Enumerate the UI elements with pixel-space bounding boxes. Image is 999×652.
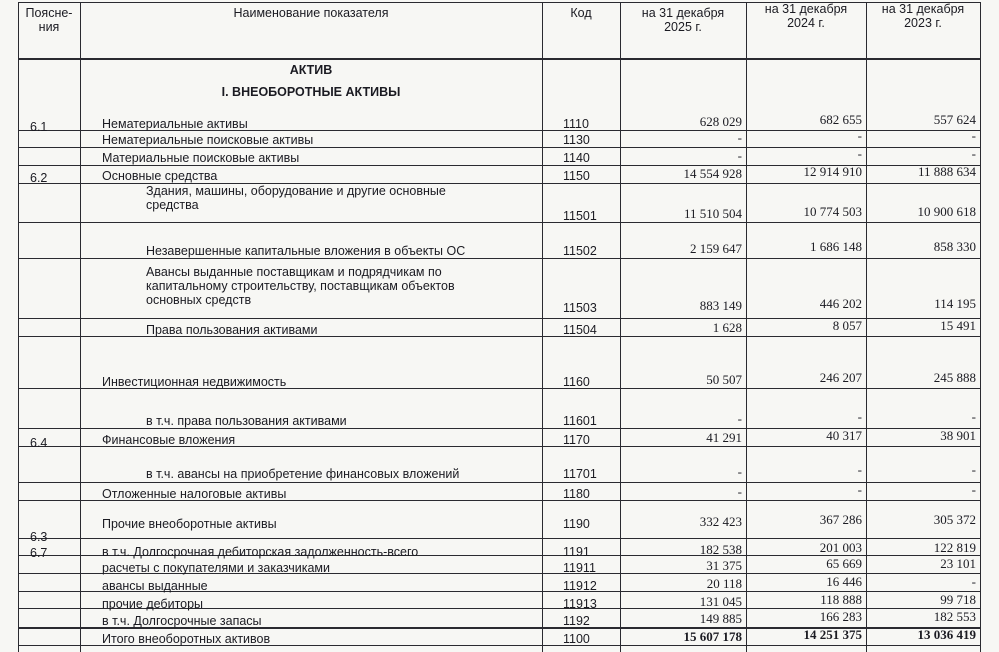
row-name: авансы выданные — [102, 579, 208, 593]
value-2024: - — [857, 462, 862, 477]
value-2023: 245 888 — [933, 370, 976, 385]
value-2025: 883 149 — [699, 298, 742, 313]
row-code: 1190 — [563, 517, 590, 531]
value-2023: 13 036 419 — [917, 627, 976, 642]
value-2025: - — [737, 484, 742, 499]
header-code: Код — [570, 6, 592, 20]
grid-col-line — [542, 2, 543, 652]
value-2025: 182 538 — [699, 542, 742, 557]
value-2024: 16 446 — [826, 574, 862, 589]
row-note: 6.3 — [30, 530, 48, 544]
value-2025: - — [737, 411, 742, 426]
grid-row-line — [18, 538, 980, 539]
grid-col-line — [80, 2, 81, 652]
row-code: 1150 — [563, 169, 590, 183]
grid-col-line — [620, 2, 621, 652]
value-2025: 1 628 — [712, 320, 742, 335]
row-code: 11912 — [563, 579, 597, 593]
value-2024: 367 286 — [819, 512, 862, 527]
value-2025: 41 291 — [706, 430, 742, 445]
row-code: 11701 — [563, 467, 597, 481]
row-name: Основные средства — [102, 169, 218, 183]
row-name: расчеты с покупателями и заказчиками — [102, 561, 331, 575]
row-name: Итого внеоборотных активов — [102, 632, 271, 646]
row-name: Авансы выданные поставщикам и подрядчикам по капитальному строительству, поставщикам объектов основных средств — [146, 265, 455, 307]
value-2023: - — [971, 409, 976, 424]
grid-col-line — [980, 2, 981, 652]
row-name: Прочие внеоборотные активы — [102, 517, 277, 531]
value-2025: 131 045 — [699, 594, 742, 609]
value-2024: 446 202 — [819, 296, 862, 311]
value-2025: 31 375 — [706, 558, 742, 573]
value-2024: 12 914 910 — [803, 164, 862, 179]
value-2025: 15 607 178 — [683, 629, 742, 644]
value-2023: - — [971, 128, 976, 143]
value-2024: 14 251 375 — [803, 627, 862, 642]
row-code: 1100 — [563, 632, 590, 646]
value-2024: 682 655 — [819, 112, 862, 127]
row-name: Материальные поисковые активы — [102, 151, 300, 165]
row-code: 11501 — [563, 209, 597, 223]
row-code: 1110 — [563, 117, 589, 131]
row-name: Инвестиционная недвижимость — [102, 375, 287, 389]
value-2023: 557 624 — [933, 112, 976, 127]
value-2023: 122 819 — [933, 540, 976, 555]
value-2024: 166 283 — [819, 609, 862, 624]
value-2023: - — [971, 146, 976, 161]
value-2024: - — [857, 128, 862, 143]
row-name: в т.ч. Долгосрочная дебиторская задолженность-всего — [102, 545, 419, 559]
grid-col-line — [746, 2, 747, 652]
section-noncurrent-assets: I. ВНЕОБОРОТНЫЕ АКТИВЫ — [221, 85, 401, 99]
value-2024: 118 888 — [820, 592, 862, 607]
row-name: Здания, машины, оборудование и другие основные средства — [146, 184, 446, 212]
row-name: в т.ч. права пользования активами — [146, 414, 347, 428]
row-code: 11503 — [563, 301, 597, 315]
value-2025: - — [737, 464, 742, 479]
value-2024: 65 669 — [826, 556, 862, 571]
row-note: 6.2 — [30, 171, 48, 185]
value-2024: - — [857, 409, 862, 424]
grid-row-line — [18, 222, 980, 223]
value-2025: 11 510 504 — [683, 206, 742, 221]
value-2024: 201 003 — [819, 540, 862, 555]
row-name: прочие дебиторы — [102, 597, 204, 611]
value-2023: 858 330 — [933, 239, 976, 254]
value-2025: - — [737, 148, 742, 163]
row-code: 11913 — [563, 597, 597, 611]
value-2024: - — [857, 146, 862, 161]
row-name: Незавершенные капитальные вложения в объекты ОС — [146, 244, 466, 258]
value-2024: 1 686 148 — [810, 239, 862, 254]
value-2024: - — [857, 482, 862, 497]
row-code: 11504 — [563, 323, 597, 337]
value-2023: 182 553 — [933, 609, 976, 624]
value-2024: 10 774 503 — [803, 204, 862, 219]
value-2023: 15 491 — [940, 318, 976, 333]
header-2023: на 31 декабря 2023 г. — [881, 2, 965, 30]
value-2025: 2 159 647 — [690, 241, 742, 256]
row-name: Отложенные налоговые активы — [102, 487, 287, 501]
value-2025: - — [737, 130, 742, 145]
row-name: Финансовые вложения — [102, 433, 236, 447]
row-code: 1140 — [563, 151, 590, 165]
section-aktiv: АКТИВ — [289, 63, 333, 77]
value-2024: 8 057 — [832, 318, 862, 333]
grid-row-line — [18, 258, 980, 259]
row-code: 1180 — [563, 487, 590, 501]
row-code: 11502 — [563, 244, 597, 258]
row-name: Права пользования активами — [146, 323, 318, 337]
value-2023: - — [971, 462, 976, 477]
value-2025: 628 029 — [699, 114, 742, 129]
row-name: в т.ч. Долгосрочные запасы — [102, 614, 262, 628]
header-2025: на 31 декабря 2025 г. — [641, 6, 725, 34]
value-2023: - — [971, 574, 976, 589]
row-code: 1160 — [563, 375, 590, 389]
value-2025: 20 118 — [706, 576, 742, 591]
value-2023: 305 372 — [933, 512, 976, 527]
header-name: Наименование показателя — [233, 6, 389, 20]
grid-row-line — [18, 58, 980, 60]
row-name: Нематериальные поисковые активы — [102, 133, 314, 147]
value-2023: 38 901 — [940, 428, 976, 443]
row-code: 11911 — [563, 561, 596, 575]
row-note: 6.4 — [30, 436, 48, 450]
header-2024: на 31 декабря 2024 г. — [764, 2, 848, 30]
value-2024: 246 207 — [819, 370, 862, 385]
value-2023: 11 888 634 — [917, 164, 976, 179]
row-code: 11601 — [563, 414, 597, 428]
row-name: Нематериальные активы — [102, 117, 248, 131]
row-note: 6.1 — [30, 120, 48, 134]
row-code: 1192 — [563, 614, 590, 628]
row-name: в т.ч. авансы на приобретение финансовых вложений — [146, 467, 460, 481]
row-note: 6.7 — [30, 546, 48, 560]
value-2025: 14 554 928 — [683, 166, 742, 181]
value-2025: 50 507 — [706, 372, 742, 387]
grid-col-line — [866, 2, 867, 652]
value-2025: 332 423 — [699, 514, 742, 529]
value-2025: 149 885 — [699, 611, 742, 626]
row-code: 1191 — [563, 545, 590, 559]
grid-col-line — [18, 2, 19, 652]
row-code: 1130 — [563, 133, 590, 147]
value-2023: 114 195 — [934, 296, 976, 311]
value-2023: 23 101 — [940, 556, 976, 571]
value-2023: 99 718 — [940, 592, 976, 607]
value-2023: - — [971, 482, 976, 497]
row-code: 1170 — [563, 433, 590, 447]
value-2023: 10 900 618 — [917, 204, 976, 219]
header-note: Поясне- ния — [25, 6, 73, 34]
value-2024: 40 317 — [826, 428, 862, 443]
